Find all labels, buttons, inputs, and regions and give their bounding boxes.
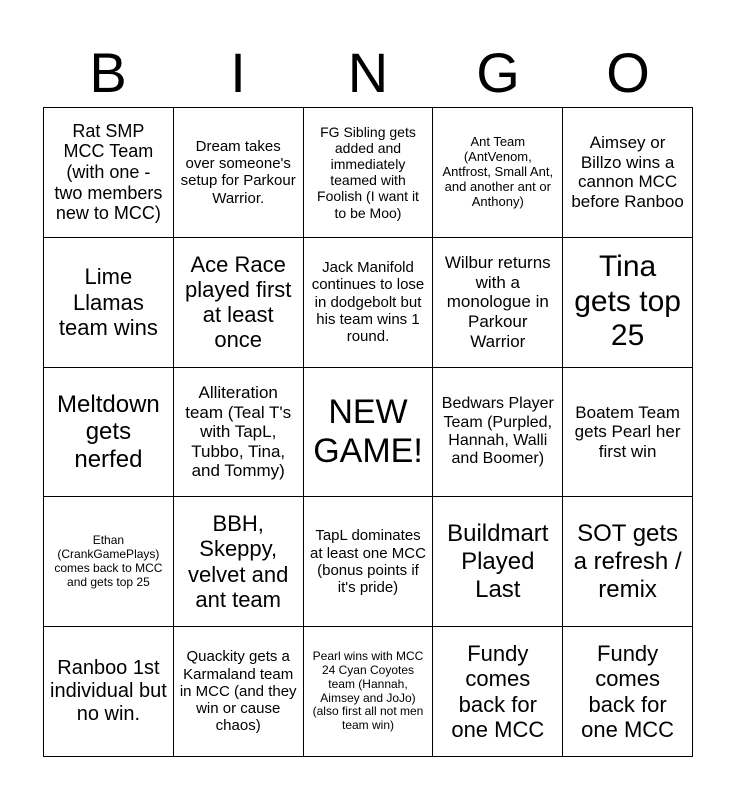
bingo-cell-r5-c3[interactable] bbox=[304, 627, 434, 757]
cell-text: Meltdown gets nerfed bbox=[57, 390, 160, 473]
bingo-cell-r2-c4[interactable] bbox=[433, 238, 563, 368]
bingo-cell-r5-c4[interactable] bbox=[433, 627, 563, 757]
header-letter-o: O bbox=[606, 41, 650, 104]
bingo-cell-r2-c1[interactable] bbox=[44, 238, 174, 368]
bingo-cell-r5-c2[interactable] bbox=[174, 627, 304, 757]
cell-text: TapL dominates at least one MCC (bonus points if it's pride) bbox=[310, 527, 426, 597]
bingo-cell-r1-c2[interactable] bbox=[174, 108, 304, 238]
cell-text: Ethan (CrankGamePlays) comes back to MCC and gets top 25 bbox=[54, 533, 163, 589]
cell-text: Ace Race played first at least once bbox=[185, 251, 292, 353]
bingo-cell-r2-c5[interactable] bbox=[563, 238, 693, 368]
bingo-cell-r3-c1[interactable] bbox=[44, 368, 174, 498]
bingo-cell-r4-c3[interactable] bbox=[304, 497, 434, 627]
bingo-cell-r2-c2[interactable] bbox=[174, 238, 304, 368]
header-letter-b: B bbox=[89, 41, 127, 104]
cell-text: Ranboo 1st individual but no win. bbox=[50, 657, 167, 726]
cell-text: Rat SMP MCC Team (with one - two members new to MCC) bbox=[54, 120, 163, 224]
cell-text: Aimsey or Billzo wins a cannon MCC before Ranboo bbox=[571, 133, 684, 211]
bingo-cell-free-center[interactable] bbox=[304, 368, 434, 498]
header-letter-i: I bbox=[230, 41, 246, 104]
cell-text: Jack Manifold continues to lose in dodgebolt but his team wins 1 round. bbox=[311, 259, 425, 346]
bingo-cell-r3-c2[interactable] bbox=[174, 368, 304, 498]
cell-text: Wilbur returns with a monologue in Parkour Warrior bbox=[444, 253, 551, 351]
header-letter-n: N bbox=[347, 41, 389, 104]
cell-text: Dream takes over someone's setup for Parkour Warrior. bbox=[180, 137, 296, 207]
bingo-cell-r4-c2[interactable] bbox=[174, 497, 304, 627]
bingo-cell-r3-c4[interactable] bbox=[433, 368, 563, 498]
bingo-cell-r1-c5[interactable] bbox=[563, 108, 693, 238]
cell-text: Fundy comes back for one MCC bbox=[451, 641, 545, 742]
cell-text: Fundy comes back for one MCC bbox=[581, 641, 675, 742]
cell-text: Bedwars Player Team (Purpled, Hannah, Walli and Boomer) bbox=[441, 395, 554, 468]
bingo-header bbox=[43, 38, 693, 108]
bingo-cell-r5-c5[interactable] bbox=[563, 627, 693, 757]
cell-text: Buildmart Played Last bbox=[447, 520, 549, 603]
header-letter-g: G bbox=[476, 41, 520, 104]
cell-text: Tina gets top 25 bbox=[574, 250, 681, 353]
bingo-cell-r1-c3[interactable] bbox=[304, 108, 434, 238]
cell-text: Lime Llamas team wins bbox=[58, 264, 158, 340]
bingo-cell-r4-c4[interactable] bbox=[433, 497, 563, 627]
bingo-cell-r2-c3[interactable] bbox=[304, 238, 434, 368]
bingo-cell-r3-c5[interactable] bbox=[563, 368, 693, 498]
cell-text: Boatem Team gets Pearl her first win bbox=[574, 402, 681, 461]
cell-text: NEW GAME! bbox=[313, 392, 423, 470]
bingo-cell-r4-c5[interactable] bbox=[563, 497, 693, 627]
cell-text: Alliteration team (Teal T's with TapL, Tubbo, Tina, and Tommy) bbox=[185, 383, 292, 481]
bingo-board bbox=[43, 107, 693, 757]
cell-text: Pearl wins with MCC 24 Cyan Coyotes team (Hannah, Aimsey and JoJo) (also first all not men team win) bbox=[312, 649, 424, 733]
bingo-cell-r1-c4[interactable] bbox=[433, 108, 563, 238]
cell-text: Ant Team (AntVenom, Antfrost, Small Ant, and another ant or Anthony) bbox=[442, 134, 554, 209]
bingo-cell-r5-c1[interactable] bbox=[44, 627, 174, 757]
cell-text: Quackity gets a Karmaland team in MCC (and they win or cause chaos) bbox=[179, 648, 297, 735]
bingo-cell-r1-c1[interactable] bbox=[44, 108, 174, 238]
bingo-cell-r4-c1[interactable] bbox=[44, 497, 174, 627]
cell-text: FG Sibling gets added and immediately teamed with Foolish (I want it to be Moo) bbox=[317, 124, 419, 221]
cell-text: BBH, Skeppy, velvet and ant team bbox=[188, 511, 289, 613]
cell-text: SOT gets a refresh / remix bbox=[573, 520, 682, 603]
